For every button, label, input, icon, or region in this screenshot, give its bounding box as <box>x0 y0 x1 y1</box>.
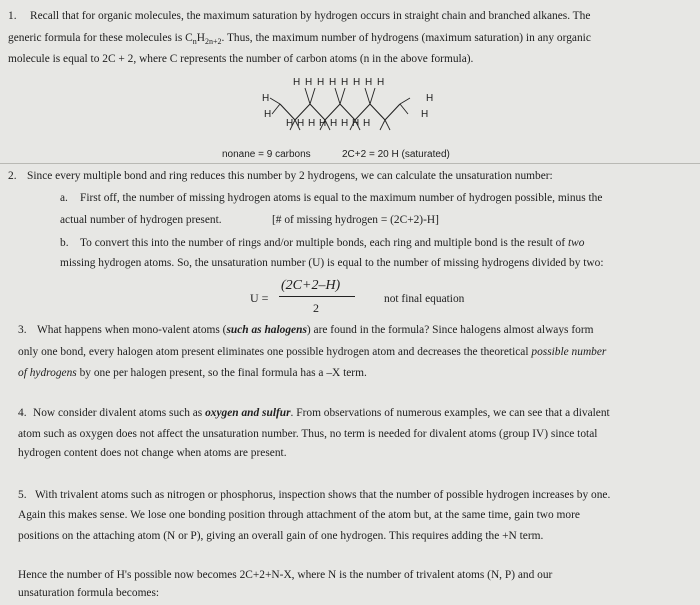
item-2a-label: a. <box>60 192 68 204</box>
item-3-line-2: only one bond, every halogen atom present eliminates one possible hydrogen atom and decreases the theoretical possible number <box>18 346 607 358</box>
molecule-top-hydrogens: H H H H H H H H <box>293 77 386 88</box>
molecule-left-bottom-hydrogen: H <box>264 109 272 120</box>
item-5-line-2: Again this makes sense. We lose one bonding position through attachment of the atom but, at the same time, gain two more <box>18 509 580 521</box>
item-5-number: 5. <box>18 489 27 501</box>
item-4-line-3: hydrogen content does not change when atoms are present. <box>18 447 287 459</box>
equation-u-label: U = <box>250 291 269 305</box>
item-1-line-3: molecule is equal to 2C + 2, where C represents the number of carbon atoms (n in the above formula). <box>8 53 474 65</box>
item-2a-line-1: First off, the number of missing hydrogen atoms is equal to the maximum number of hydrogen possible, minus the <box>80 192 603 204</box>
section-divider <box>0 163 700 164</box>
item-3-number: 3. <box>18 324 27 336</box>
molecule-caption-carbons: nonane = 9 carbons <box>222 149 311 160</box>
item-4-line-1: Now consider divalent atoms such as oxygen and sulfur. From observations of numerous examples, we can see that a divalent <box>33 407 610 419</box>
missing-hydrogen-formula: [# of missing hydrogen = (2C+2)-H] <box>272 214 439 226</box>
item-1-line-2: generic formula for these molecules is $C_nH_{2n+2}$. Thus, the maximum number of hydrogens (maximum saturation) in any organic <box>8 32 591 46</box>
molecule-caption-hydrogens: 2C+2 = 20 H (saturated) <box>342 149 450 160</box>
item-2b-line-2: missing hydrogen atoms. So, the unsaturation number (U) is equal to the number of missing hydrogens divided by two: <box>60 257 604 269</box>
item-3-line-1: What happens when mono-valent atoms (such as halogens) are found in the formula? Since halogens almost always form <box>37 324 594 336</box>
item-2b-line-1: To convert this into the number of rings and/or multiple bonds, each ring and multiple bond is the result of two <box>80 237 585 249</box>
item-2-line-1: Since every multiple bond and ring reduces this number by 2 hydrogens, we can calculate the unsaturation number: <box>27 170 553 182</box>
equation-fraction-bar <box>279 296 355 297</box>
molecule-left-top-hydrogen: H <box>262 93 270 104</box>
equation-numerator: (2C+2–H) <box>281 278 341 293</box>
item-2-number: 2. <box>8 170 17 182</box>
item-1-number: 1. <box>8 10 17 22</box>
equation-note: not final equation <box>384 293 465 305</box>
item-4-line-2: atom such as oxygen does not affect the unsaturation number. Thus, no term is needed for divalent atoms (group IV) since total <box>18 428 598 440</box>
item-4-number: 4. <box>18 407 27 419</box>
item-2b-label: b. <box>60 237 69 249</box>
molecule-right-bottom-hydrogen: H <box>421 109 429 120</box>
item-5-line-3: positions on the attaching atom (N or P), giving an overall gain of one hydrogen. This requires adding the +N term. <box>18 530 544 542</box>
item-5-line-1: With trivalent atoms such as nitrogen or phosphorus, inspection shows that the number of possible hydrogen increases by one. <box>35 489 611 501</box>
equation-denominator: 2 <box>313 301 319 315</box>
closing-line-1: Hence the number of H's possible now becomes 2C+2+N-X, where N is the number of trivalent atoms (N, P) and our <box>18 569 553 581</box>
molecule-right-top-hydrogen: H <box>426 93 434 104</box>
item-3-line-3: of hydrogens by one per halogen present, so the final formula has a –X term. <box>18 367 367 379</box>
item-1-line-1: Recall that for organic molecules, the maximum saturation by hydrogen occurs in straight chain and branched alkanes. The <box>30 10 591 22</box>
item-2a-line-2: actual number of hydrogen present. <box>60 214 222 226</box>
closing-line-2: unsaturation formula becomes: <box>18 587 160 599</box>
molecule-bottom-hydrogens: H H H H H H H H <box>286 118 371 129</box>
